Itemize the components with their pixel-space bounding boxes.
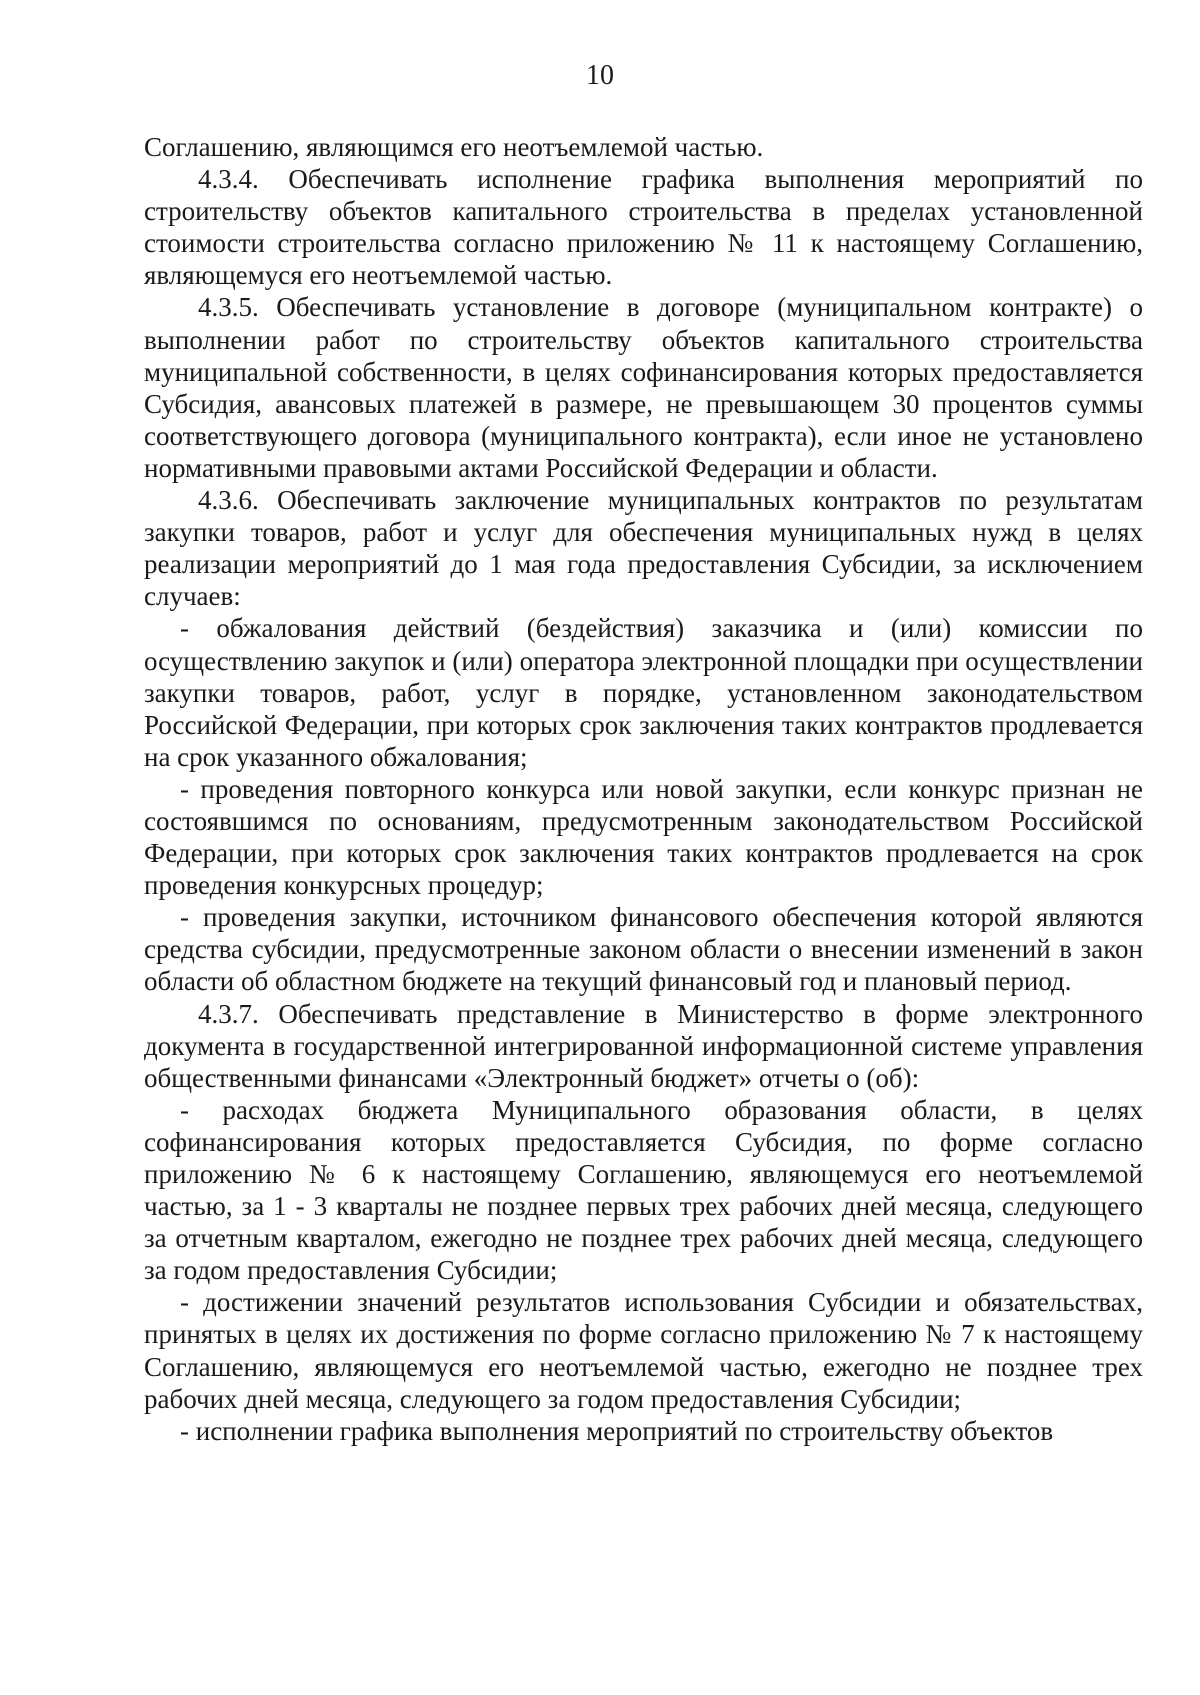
list-item-repeat-tender: - проведения повторного конкурса или новой закупки, если конкурс признан не состоявшимся по основаниям, предусмотренным законодательством Российской Федерации, при которых срок заключения таких контрактов продлевается на срок проведения конкурсных процедур; [144,773,1143,901]
clause-4-3-7: 4.3.7. Обеспечивать представление в Министерство в форме электронного документа в государственной интегрированной информационной системе управления общественными финансами «Электронный бюджет» отчеты о (об): [144,998,1143,1093]
clause-4-3-5: 4.3.5. Обеспечивать установление в договоре (муниципальном контракте) о выполнении работ по строительству объектов капитального строительства муниципальной собственности, в целях софинансирования которых предоставляется Субсидия, авансовых платежей в размере, не превышающем 30 процентов суммы соответствующего договора (муниципального контракта), если иное не установлено нормативными правовыми актами Российской Федерации и области. [144,292,1143,483]
list-item-appeal: - обжалования действий (бездействия) заказчика и (или) комиссии по осуществлению закупок и (или) оператора электронной площадки при осуществлении закупки товаров, работ, услуг в порядке, установленном законодательством Российской Федерации, при которых срок заключения таких контрактов продлевается на срок указанного обжалования; [144,613,1143,772]
page-number: 10 [586,60,614,91]
list-item-results-achievement: - достижении значений результатов использования Субсидии и обязательствах, принятых в целях их достижения по форме согласно приложению № 7 к настоящему Соглашению, являющемуся его неотъемлемой частью, ежегодно не позднее трех рабочих дней месяца, следующего за годом предоставления Субсидии; [144,1287,1143,1414]
paragraph-continuation: Соглашению, являющимся его неотъемлемой частью. [144,132,764,162]
list-item-subsidy-procurement: - проведения закупки, источником финансового обеспечения которой являются средства субсидии, предусмотренные законом области о внесении изменений в закон области об областном бюджете на текущий финансовый год и плановый период. [144,902,1143,997]
document-body [144,131,1143,1447]
clause-4-3-4: 4.3.4. Обеспечивать исполнение графика выполнения мероприятий по строительству объектов капитального строительства в пределах установленной стоимости строительства согласно приложению № 11 к настоящему Соглашению, являющемуся его неотъемлемой частью. [144,164,1143,291]
clause-4-3-6: 4.3.6. Обеспечивать заключение муниципальных контрактов по результатам закупки товаров, работ и услуг для обеспечения муниципальных нужд в целях реализации мероприятий до 1 мая года предоставления Субсидии, за исключением случаев: [144,485,1143,612]
list-item-schedule-execution: - исполнении графика выполнения мероприятий по строительству объектов [180,1415,1054,1446]
list-item-budget-expenses: - расходах бюджета Муниципального образования области, в целях софинансирования которых предоставляется Субсидия, по форме согласно приложению № 6 к настоящему Соглашению, являющемуся его неотъемлемой частью, за 1 - 3 кварталы не позднее первых трех рабочих дней месяца, следующего за отчетным кварталом, ежегодно не позднее трех рабочих дней месяца, следующего за годом предоставления Субсидии; [144,1094,1143,1286]
